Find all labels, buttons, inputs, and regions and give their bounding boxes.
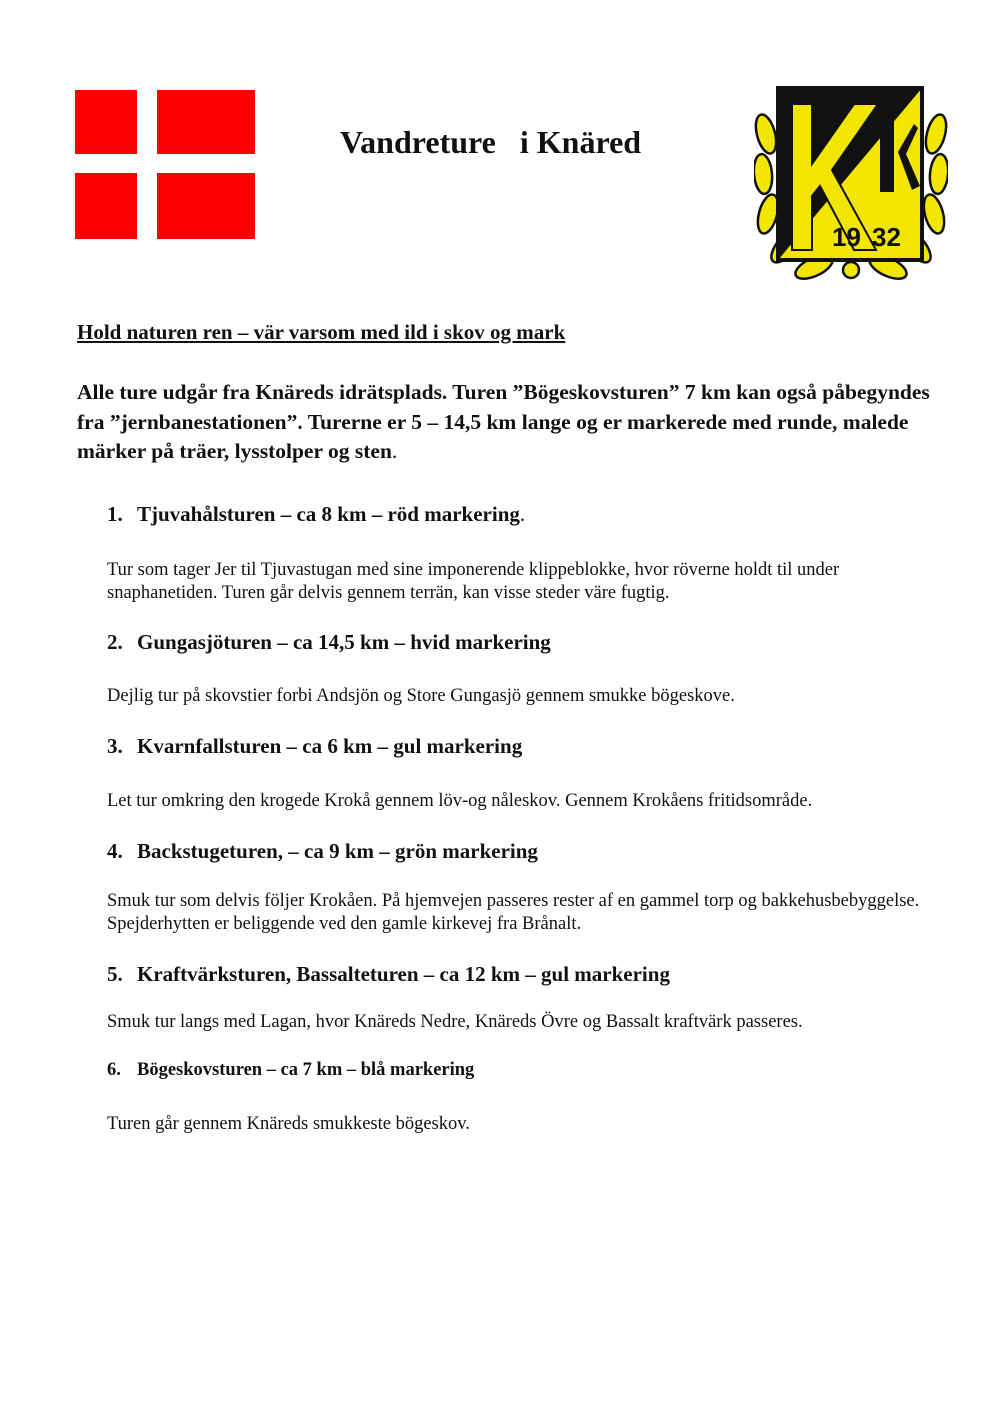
intro-paragraph	[77, 378, 937, 467]
route-title-3	[107, 734, 522, 759]
route-description-5: Smuk tur langs med Lagan, hvor Knäreds Nedre, Knäreds Övre og Bassalt kraftvärk passeres.	[107, 1012, 803, 1032]
route-description-1: Tur som tager Jer til Tjuvastugan med sine imponerende klippeblokke, hvor röverne holdt til under snaphanetiden. Turen går delvis gennem terrän, kan visse steder väre fugtig.	[107, 560, 840, 603]
route-number: 6.	[107, 1060, 121, 1080]
route-title-2	[107, 630, 551, 655]
route-title-text: Bögeskovsturen – ca 7 km – blå markering	[137, 1060, 475, 1080]
route-title-4	[107, 839, 538, 864]
flag-cross-horizontal	[75, 154, 255, 173]
route-title-1	[107, 502, 525, 527]
logo-year-left: 19	[832, 222, 861, 252]
route-number: 5.	[107, 962, 123, 986]
page-title: Vandreture i Knäred	[340, 124, 642, 160]
route-title-text: Gungasjöturen – ca 14,5 km – hvid markering	[137, 630, 551, 654]
route-number: 4.	[107, 839, 123, 863]
route-description-3: Let tur omkring den krogede Krokå gennem löv-og nåleskov. Gennem Krokåens fritidsområde.	[107, 791, 813, 811]
logo-year-right: 32	[872, 222, 901, 252]
route-description-2: Dejlig tur på skovstier forbi Andsjön og Store Gungasjö gennem smukke bögeskove.	[107, 686, 735, 706]
route-description-4: Smuk tur som delvis följer Krokåen. På hjemvejen passeres rester af en gammel torp og bakkehusbebyggelse. Spejderhytten er beliggende ved den gamle kirkevej fra Brånalt.	[107, 891, 920, 934]
route-number: 3.	[107, 734, 123, 758]
route-title-text: Backstugeturen, – ca 9 km – grön markering	[137, 839, 538, 863]
danish-flag	[75, 90, 255, 239]
club-logo	[754, 74, 948, 288]
intro-text: Alle ture udgår fra Knäreds idrätsplads. Turen ”Bögeskovsturen” 7 km kan også påbegyndes fra ”jernbanestationen”. Turerne er 5 – 14,5 km lange og er markerede med runde, malede märker på träer, lysstolper og sten	[77, 380, 930, 463]
route-title-text: Kvarnfallsturen – ca 6 km – gul markering	[137, 734, 523, 758]
route-title-5	[107, 962, 670, 987]
route-title-end: .	[519, 502, 526, 526]
route-number: 2.	[107, 630, 123, 654]
route-title-6	[107, 1060, 474, 1081]
route-title-text: Tjuvahålsturen – ca 8 km – röd markering	[137, 502, 520, 526]
route-title-text: Kraftvärksturen, Bassalteturen – ca 12 km – gul markering	[137, 962, 670, 986]
subtitle: Hold naturen ren – vär varsom med ild i skov og mark	[77, 320, 566, 344]
route-number: 1.	[107, 502, 123, 526]
route-description-6: Turen går gennem Knäreds smukkeste bögeskov.	[107, 1114, 470, 1134]
intro-end: .	[391, 439, 398, 463]
